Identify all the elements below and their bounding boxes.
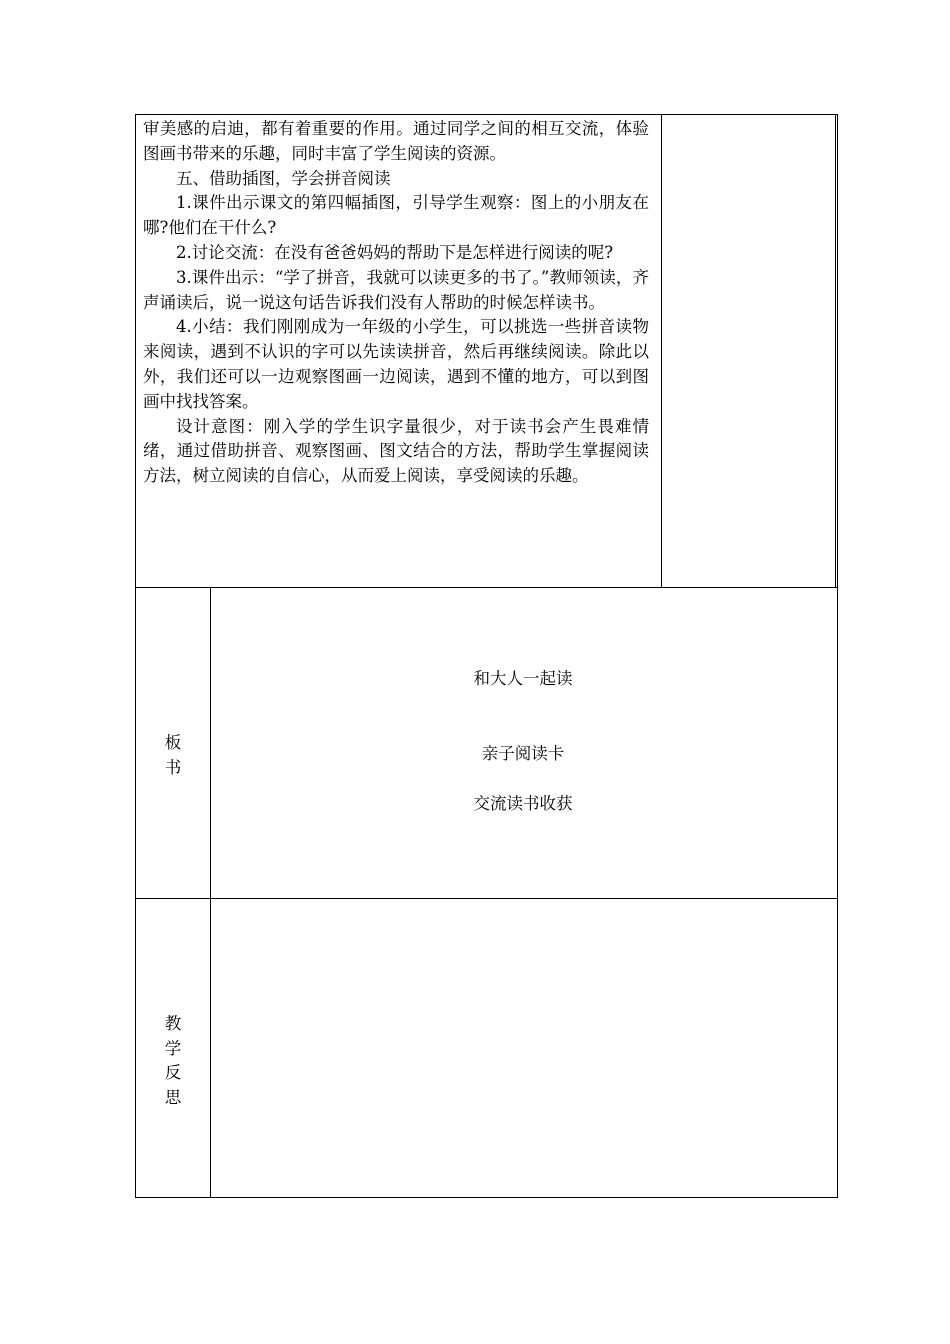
board-line-title: 和大人一起读 [473,669,573,688]
lesson-body-text [143,117,649,489]
lesson-paragraph: 4.小结：我们刚刚成为一年级的小学生，可以挑选一些拼音读物来阅读，遇到不认识的字可以先读读拼音，然后再继续阅读。除此以外，我们还可以一边观察图画一边阅读，遇到不懂的地方，可以到图画中找找答案。 [143,317,649,411]
lesson-section-heading: 五、借助插图，学会拼音阅读 [176,168,391,188]
row-divider-board [135,587,838,588]
reflection-label-char: 思 [164,1087,182,1107]
board-line-item: 亲子阅读卡 [481,744,565,763]
board-line-item: 交流读书收获 [473,794,573,813]
right-double-edge [835,114,836,587]
reflection-label-char: 教 [164,1014,182,1033]
lesson-paragraph: 审美感的启迪，都有着重要的作用。通过同学之间的相互交流，体验图画书带来的乐趣，同时丰富了学生阅读的资源。 [143,119,649,163]
reflection-content-area [211,899,837,1197]
lesson-paragraph: 3.课件出示：“学了拼音，我就可以读更多的书了。”教师领读，齐声诵读后，说一说这句话告诉我们没有人帮助的时候怎样读书。 [143,267,649,312]
lesson-paragraph: 2.讨论交流：在没有爸爸妈妈的帮助下是怎样进行阅读的呢? [176,242,614,262]
board-label [136,731,210,780]
design-intent-paragraph: 设计意图：刚入学的学生识字量很少，对于读书会产生畏难情绪，通过借助拼音、观察图画、图文结合的方法，帮助学生掌握阅读方法，树立阅读的自信心，从而爱上阅读，享受阅读的乐趣。 [143,416,649,486]
board-label-char: 板 [164,733,182,752]
board-label-char: 书 [164,757,182,777]
lesson-paragraph: 1.课件出示课文的第四幅插图，引导学生观察：图上的小朋友在哪?他们在干什么? [143,193,649,238]
reflection-label-char: 学 [164,1038,182,1058]
reflection-label-char: 反 [164,1063,182,1082]
notes-column-divider [661,114,662,587]
reflection-label [136,1012,210,1110]
